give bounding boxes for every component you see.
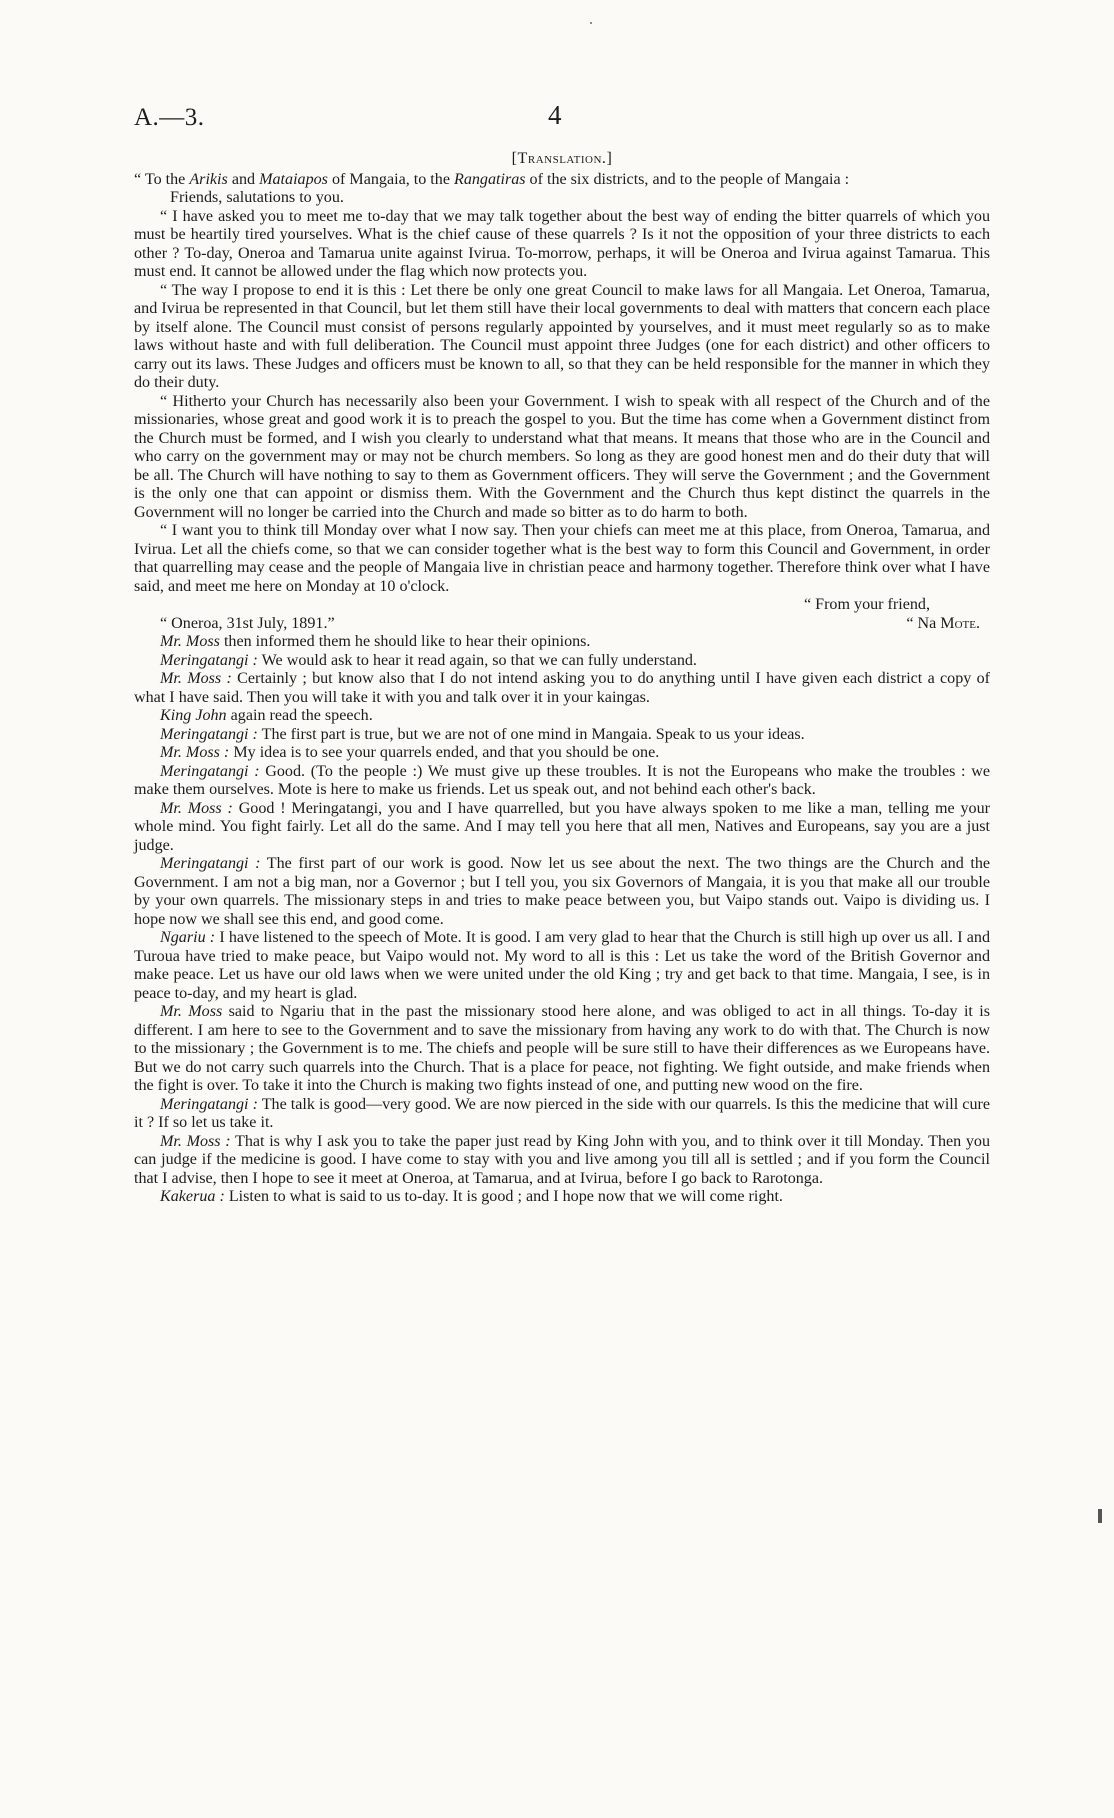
letter-address: “ To the Arikis and Mataiapos of Mangaia, to the Rangatiras of the six districts, and to the people of Mangaia : — [134, 170, 850, 188]
dialogue-paragraph — [134, 800, 990, 856]
speech-text: The talk is good—very good. We are now pierced in the side with our quarrels. Is this the medicine that will cure it ? If so let us take it. — [134, 1095, 990, 1131]
speech-text: Certainly ; but know also that I do not intend asking you to do anything until I have given each district a copy of what I have said. Then you will take it with you and talk over it in your kaingas. — [134, 670, 990, 706]
document-body — [134, 150, 990, 1207]
speaker-name: Mr. Moss — [160, 1003, 223, 1020]
dialogue-paragraph — [134, 726, 990, 745]
dialogue-paragraph — [134, 707, 990, 726]
letter-paragraph: “ Hitherto your Church has necessarily also been your Government. I wish to speak with all respect of the Church and of the missionaries, whose great and good work it is to preach the gospel to you. But the time has come when a Government distinct from the Church must be formed, and I wish you clearly to understand what that means. It means that those who are in the Council and who carry on the government may or may not be church members. So long as they are good honest men and do their duty that will be all. The Church will have nothing to say to them as Government officers. They will serve the Government ; and the Government is the only one that can appoint or dismiss them. With the Government and the Church thus kept distinct the quarrels in the Government will no longer be carried into the Church and made so bitter as to do harm to both. — [134, 392, 990, 521]
dialogue-paragraph — [134, 1003, 990, 1096]
speaker-name: Meringatangi : — [160, 1095, 258, 1113]
letter-paragraph: “ I have asked you to meet me to-day that we may talk together about the best way of ending the bitter quarrels of which you must be heartily tired yourselves. What is the chief cause of these quarrels ? Is it not the opposition of your three districts to each other ? To-day, Oneroa and Tamarua unite against Ivirua. To-morrow, perhaps, it will be Oneroa and Ivirua against Tamarua. This must end. It cannot be allowed under the flag which now protects you. — [134, 207, 990, 280]
dialogue-paragraph — [134, 652, 990, 671]
speaker-name: Mr. Moss : — [160, 744, 230, 761]
speech-text: again read the speech. — [230, 707, 373, 724]
speech-text: The first part of our work is good. Now let us see about the next. The two things are the Church and the Government. I am not a big man, nor a Governor ; but I tell you, you six Governors of Mangaia, it is you that make all our trouble by your own quarrels. The missionary steps in and tries to make peace between you, but Vaipo stands out. Vaipo is dividing us. I hope now we shall see this end, and good come. — [134, 855, 991, 928]
speech-text: That is why I ask you to take the paper just read by King John with you, and to think over it till Monday. Then you can judge if the medicine is good. I have come to stay with you and live among you till all is settled ; and if you form the Council that I advise, then I hope to see it meet at Oneroa, at Tamarua, and at Ivirua, before I go back to Rarotonga. — [134, 1132, 991, 1187]
document-reference: A.—3. — [134, 104, 205, 131]
margin-mark — [1098, 1509, 1102, 1523]
letter-paragraph: “ The way I propose to end it is this : Let there be only one great Council to make laws for all Mangaia. Let Oneroa, Tamarua, and Ivirua be represented in that Council, but let them still have their local governments to deal with matters that concern each place by itself alone. The Council must consist of persons regularly appointed by yourselves, and it must meet regularly so as to make laws without haste and with full deliberation. The Council must appoint three Judges (one for each district) and other officers to carry out its laws. These Judges and officers must be known to all, so that they can be held responsible for the manner in which they do their duty. — [134, 281, 990, 391]
speech-text: then informed them he should like to hear their opinions. — [223, 633, 591, 650]
speaker-name: Mr. Moss : — [160, 670, 232, 687]
speaker-name: Meringatangi : — [160, 762, 260, 780]
speaker-name: Meringatangi : — [160, 855, 261, 872]
speech-text: We would ask to hear it read again, so that we can fully understand. — [261, 651, 697, 669]
dialogue-paragraph — [134, 1133, 990, 1189]
dialogue-paragraph — [134, 670, 990, 707]
page-number: 4 — [548, 100, 562, 130]
speech-text: I have listened to the speech of Mote. It is good. I am very glad to hear that the Church is still high up over us all. I and Turoua have tried to make peace, but Vaipo would not. My word to all is this : Let us take the word of the British Governor and make peace. Let us have our old laws when we were united under the old King ; try and get back to that time. Mangaia, I see, is in peace to-day, and my heart is glad. — [134, 929, 990, 1002]
dialogue-paragraph — [134, 1096, 990, 1133]
dialogue-paragraph — [134, 744, 990, 763]
speech-text: Good ! Meringatangi, you and I have quarrelled, but you have always spoken to me like a man, telling me your whole mind. You fight fairly. Let all do the same. And I may tell you here that all men, Natives and Europeans, say you are a just judge. — [134, 799, 990, 854]
translation-heading: [Translation.] — [511, 150, 613, 167]
speaker-name: Mr. Moss — [160, 633, 220, 650]
letter-greeting: Friends, salutations to you. — [170, 189, 344, 206]
dialogue-paragraph — [134, 1188, 990, 1207]
letter-signature: “ Na Mote. — [906, 614, 980, 632]
speaker-name: Meringatangi : — [160, 651, 258, 669]
speaker-name: King John — [160, 707, 227, 724]
speaker-name: Meringatangi : — [160, 725, 258, 743]
speaker-name: Ngariu : — [160, 929, 216, 946]
speaker-name: Kakerua : — [160, 1188, 225, 1205]
dialogue-paragraph — [134, 855, 990, 929]
letter-place-date: “ Oneroa, 31st July, 1891.” — [160, 614, 335, 632]
dialogue-paragraph — [134, 633, 990, 652]
letter-closing: “ From your friend, — [803, 596, 930, 613]
speech-text: My idea is to see your quarrels ended, and that you should be one. — [233, 744, 660, 761]
speaker-name: Mr. Moss : — [160, 1132, 231, 1150]
letter-paragraph: “ I want you to think till Monday over what I now say. Then your chiefs can meet me at this place, from Oneroa, Tamarua, and Ivirua. Let all the chiefs come, so that we can consider together what is the best way to form this Council and Government, in order that quarrelling may cease and the people of Mangaia live in christian peace and harmony together. Therefore think over what I have said, and meet me here on Monday at 10 o'clock. — [134, 522, 990, 595]
dialogue — [134, 633, 990, 1207]
dialogue-paragraph — [134, 763, 990, 800]
letter-signature-row — [134, 615, 990, 634]
speech-text: Good. (To the people :) We must give up these troubles. It is not the Europeans who make the troubles : we make them ourselves. Mote is here to make us friends. Let us speak out, and not behind each other's back. — [134, 762, 990, 798]
speaker-name: Mr. Moss : — [160, 799, 233, 817]
speech-text: Listen to what is said to us to-day. It is good ; and I hope now that we will come right. — [228, 1188, 783, 1205]
speech-text: said to Ngariu that in the past the missionary stood here alone, and was obliged to act in all things. To-day it is different. I am here to see to the Government and to save the missionary from having any work to do with that. The Church is now to the missionary ; the Government is to me. The chiefs and people will be sure still to have their differences as we Europeans have. But we do not carry such quarrels into the Church. That is a place for peace, not fighting. We fight outside, and make friends when the fight is over. To take it into the Church is making two fights instead of one, and putting new wood on the fire. — [134, 1003, 990, 1094]
speech-text: The first part is true, but we are not of one mind in Mangaia. Speak to us your ideas. — [261, 725, 805, 743]
speck — [590, 22, 592, 24]
dialogue-paragraph — [134, 929, 990, 1003]
